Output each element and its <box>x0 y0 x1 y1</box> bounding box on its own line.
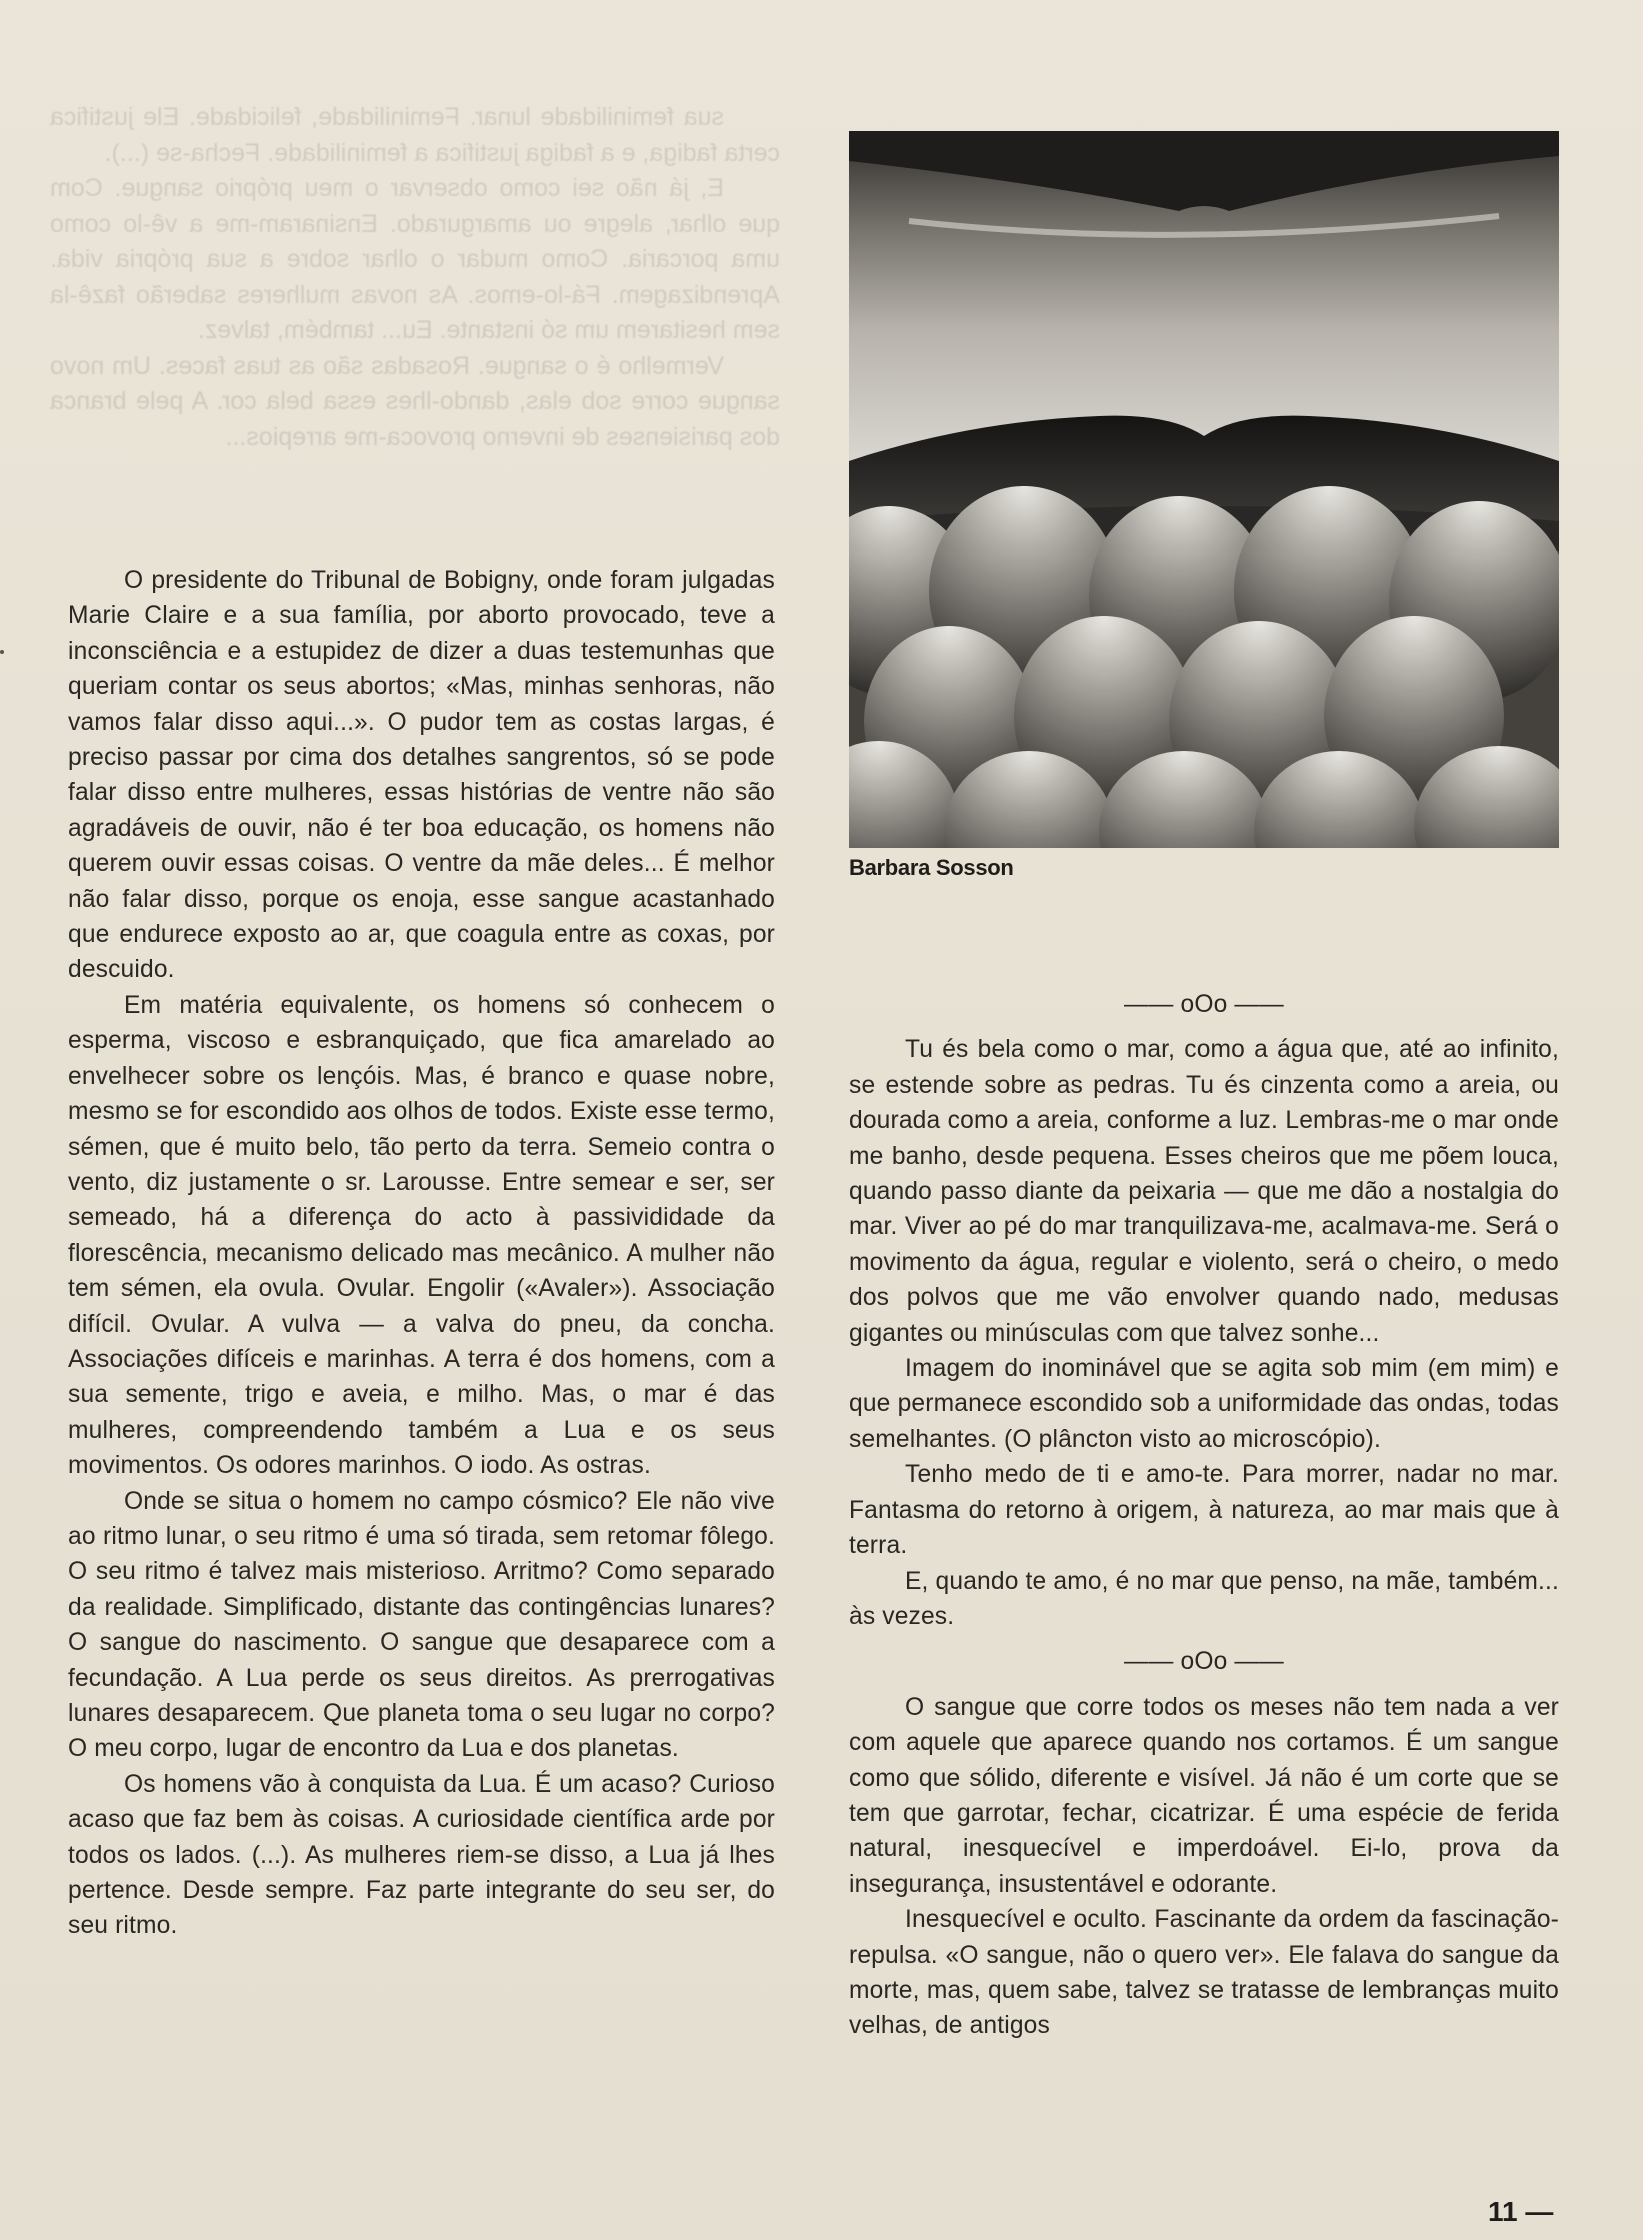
paragraph: Em matéria equivalente, os homens só conhecem o esperma, viscoso e esbranquiçado, que fica amarelado ao envelhecer sobre os lençóis. Mas, é branco e quase nobre, mesmo se for escondido aos olhos de todos. Existe esse termo, sémen, que é muito belo, tão perto da terra. Semeio contra o vento, diz justamente o sr. Larousse. Entre semear e ser, ser semeado, há a diferença do acto à passivididade da florescência, mecanismo delicado mas mecânico. A mulher não tem sémen, ela ovula. Ovular. Engolir («Avaler»). Associação difícil. Ovular. A vulva — a valva do pneu, da concha. Associações difíceis e marinhas. A terra é dos homens, com a sua semente, trigo e aveia, e milho. Mas, o mar é das mulheres, compreendendo também a Lua e os seus movimentos. Os odores marinhos. O iodo. As ostras. <box>68 991 775 1480</box>
show-through-text: sua feminilidade lunar. Feminilidade, felicidade. Ele justifica certa fadiga, e a fadiga justifica a feminilidade. Fecha-se (...). E, já não sei como observar o meu próprio sangue. Com que olhar, alegre ou amargurado. Ensinaram-me a vê-lo como uma porcaria. Como mudar o olhar sobre a sua própria vida. Aprendizagem. Fá-lo-emos. As novas mulheres saberão fazê-la sem hesitarem um só instante. Eu... também, talvez. Vermelho é o sangue. Rosadas são as tuas faces. Um novo sangue corre sob elas, dando-lhes essa bela cor. A pele branca dos parisienses de inverno provoca-me arrepios... <box>50 103 780 451</box>
paragraph: O sangue que corre todos os meses não tem nada a ver com aquele que aparece quando nos cortamos. É um sangue como que sólido, diferente e visível. Já não é um corte que se tem que garrotar, fechar, cicatrizar. É uma espécie de ferida natural, inesquecível e imperdoável. Ei-lo, prova da insegurança, insustentável e odorante. <box>849 1693 1559 1898</box>
paragraph: E, quando te amo, é no mar que penso, na mãe, também... às vezes. <box>849 1567 1559 1630</box>
right-column <box>849 977 1559 2044</box>
page-number: 11 — <box>1488 2196 1554 2227</box>
section-separator: —— oOo —— <box>1124 991 1284 1018</box>
binding-mark <box>0 650 4 654</box>
figure-caption: Barbara Sosson <box>849 855 1014 880</box>
paragraph: Tu és bela como o mar, como a água que, até ao infinito, se estende sobre as pedras. Tu és cinzenta como a areia, ou dourada como a areia, conforme a luz. Lembras-me o mar onde me banho, desde pequena. Esses cheiros que me põem louca, quando passo diante da peixaria — que me dão a nostalgia do mar. Viver ao pé do mar tranquilizava-me, acalmava-me. Será o movimento da água, regular e violento, será o cheiro, o medo dos polvos que me vão envolver quando nado, medusas gigantes ou minúsculas com que talvez sonhe... <box>849 1036 1559 1347</box>
left-column <box>68 563 775 1944</box>
paragraph: Imagem do inominável que se agita sob mim (em mim) e que permanece escondido sob a uniformidade das ondas, todas semelhantes. (O plâncton visto ao microscópio). <box>849 1355 1559 1453</box>
paragraph: O presidente do Tribunal de Bobigny, onde foram julgadas Marie Claire e a sua família, por aborto provocado, teve a inconsciência e a estupidez de dizer a duas testemunhas que queriam contar os seus abortos; «Mas, minhas senhoras, não vamos falar disso aqui...». O pudor tem as costas largas, é preciso passar por cima dos detalhes sangrentos, só se pode falar disso entre mulheres, essas histórias de ventre não são agradáveis de ouvir, não é ter boa educação, os homens não querem ouvir essas coisas. O ventre da mãe deles... É melhor não falar disso, porque os enoja, esse sangue acastanhado que endurece exposto ao ar, que coagula entre as coxas, por descuido. <box>68 567 775 984</box>
section-separator: —— oOo —— <box>1124 1648 1284 1676</box>
paragraph: Onde se situa o homem no campo cósmico? Ele não vive ao ritmo lunar, o seu ritmo é uma só tirada, sem retomar fôlego. O seu ritmo é talvez mais misterioso. Arritmo? Como separado da realidade. Simplificado, distante das contingências lunares? O sangue do nascimento. O sangue que desaparece com a fecundação. A Lua perde os seus direitos. As prerrogativas lunares desaparecem. Que planeta toma o seu lugar no corpo? O meu corpo, lugar de encontro da Lua e dos planetas. <box>68 1487 775 1763</box>
paragraph: Inesquecível e oculto. Fascinante da ordem da fascinação-repulsa. «O sangue, não o quero ver». Ele falava do sangue da morte, mas, quem sabe, talvez se tratasse de lembranças muito velhas, de antigos <box>849 1906 1559 2040</box>
paragraph: Tenho medo de ti e amo-te. Para morrer, nadar no mar. Fantasma do retorno à origem, à natureza, ao mar mais que à terra. <box>849 1461 1559 1560</box>
paragraph: Os homens vão à conquista da Lua. É um acaso? Curioso acaso que faz bem às coisas. A curiosidade científica arde por todos os lados. (...). As mulheres riem-se disso, a Lua já lhes pertence. Desde sempre. Faz parte integrante do seu ser, do seu ritmo. <box>68 1770 775 1940</box>
artwork-illustration <box>849 131 1559 848</box>
